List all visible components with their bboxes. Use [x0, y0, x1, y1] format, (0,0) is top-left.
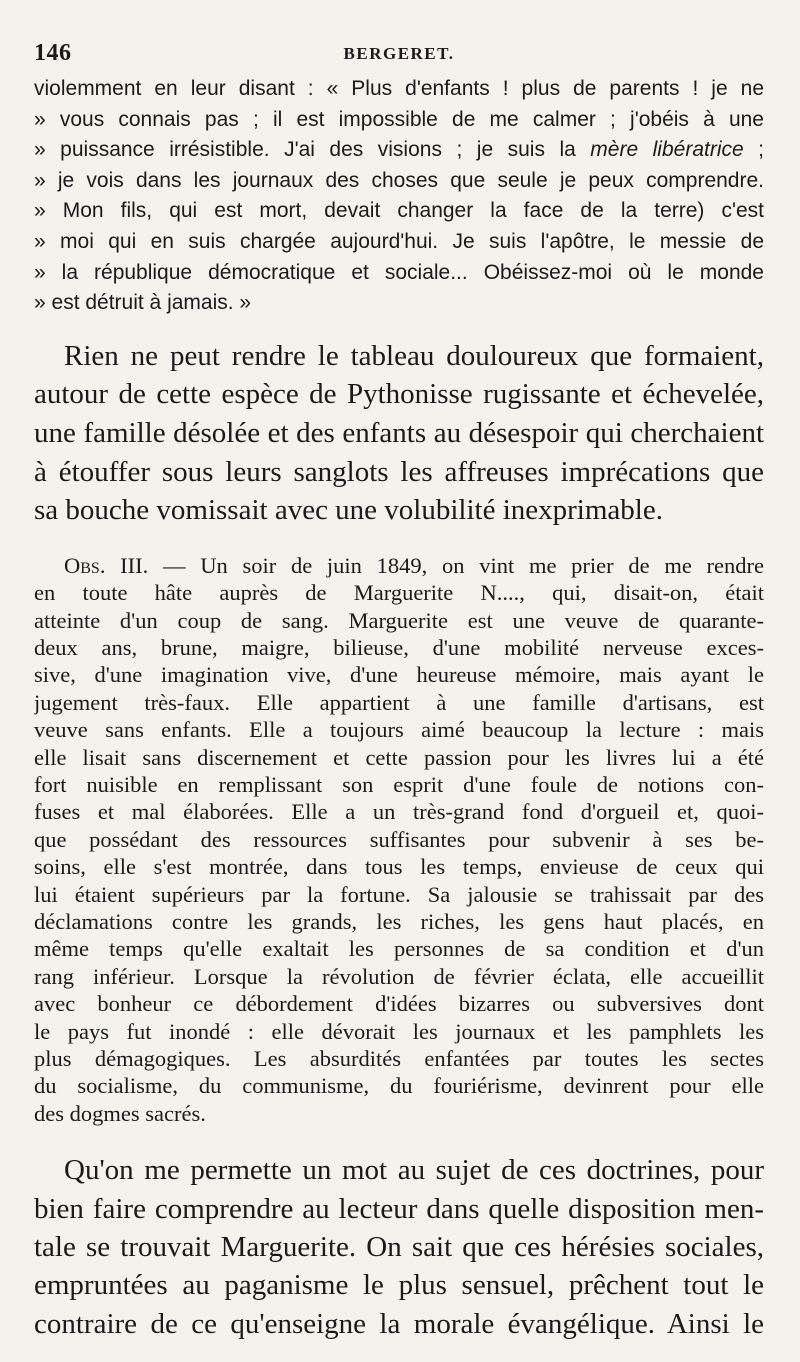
text-line: veuve sans enfants. Elle a toujours aimé beaucoup la lecture : mais: [34, 717, 764, 743]
text-line: fuses et mal élaborées. Elle a un très-grand fond d'orgueil et, quoi-: [34, 799, 764, 825]
text-line: en toute hâte auprès de Marguerite N...., qui, disait-on, était: [34, 580, 764, 606]
text-line: sa bouche vomissait avec une volubilité inexprimable.: [34, 494, 663, 527]
text-line-part: » puissance irrésistible. J'ai des visions ; je suis la: [34, 138, 591, 162]
italic-phrase: mère libératrice: [590, 138, 744, 162]
quoted-speech: [34, 74, 764, 319]
text-line: autour de cette espèce de Pythonisse rugissante et échevelée,: [34, 378, 764, 411]
observation-3: [34, 552, 764, 1128]
text-line: plus démagogiques. Les absurdités enfantées par toutes les sectes: [34, 1046, 764, 1072]
text-line: atteinte d'un coup de sang. Marguerite est une veuve de quarante-: [34, 607, 764, 633]
observation-label: Obs. III.: [64, 552, 149, 578]
page-number: 146: [34, 40, 72, 66]
text-line-part: ;: [743, 138, 764, 162]
text-line: contraire de ce qu'enseigne la morale évangélique. Ainsi le: [34, 1307, 764, 1340]
text-line: [34, 552, 764, 579]
text-line: deux ans, brune, maigre, bilieuse, d'une mobilité nerveuse exces-: [34, 634, 764, 660]
text-line: » moi qui en suis chargée aujourd'hui. Je suis l'apôtre, le messie de: [34, 229, 764, 253]
text-line: avec bonheur ce débordement d'idées bizarres ou subversives dont: [34, 991, 764, 1017]
text-line: rang inférieur. Lorsque la révolution de février éclata, elle accueillit: [34, 963, 764, 989]
text-line: [34, 135, 764, 166]
text-line: que possédant des ressources suffisantes pour subvenir à ses be-: [34, 826, 764, 852]
text-line: » je vois dans les journaux des choses que seule je peux comprendre.: [34, 168, 764, 192]
text-line: jugement très-faux. Elle appartient à une famille d'artisans, est: [34, 689, 764, 715]
text-line: violemment en leur disant : « Plus d'enfants ! plus de parents ! je ne: [34, 77, 764, 100]
text-line: lui étaient supérieurs par la fortune. Sa jalousie se trahissait par des: [34, 881, 764, 907]
running-head: [34, 40, 764, 74]
text-line: sive, d'une imagination vive, d'une heureuse mémoire, mais ayant le: [34, 662, 764, 688]
text-line: Qu'on me permette un mot au sujet de ces doctrines, pour: [64, 1154, 764, 1187]
text-line: » vous connais pas ; il est impossible de me calmer ; j'obéis à une: [34, 107, 764, 131]
running-title: BERGERET.: [343, 44, 455, 63]
text-line-part: — Un soir de juin 1849, on vint me prier de me rendre: [163, 552, 764, 578]
text-line: » Mon fils, qui est mort, devait changer la face de la terre) c'est: [34, 199, 764, 223]
text-line: soins, elle s'est montrée, dans tous les temps, envieuse de ceux qui: [34, 854, 764, 880]
text-line: » la république démocratique et sociale... Obéissez-moi où le monde: [34, 260, 764, 284]
text-line: elle lisait sans discernement et cette passion pour les livres lui a été: [34, 744, 764, 770]
text-line: » est détruit à jamais. »: [34, 291, 252, 315]
text-line: empruntées au paganisme le plus sensuel, prêchent tout le: [34, 1269, 764, 1302]
text-line: une famille désolée et des enfants au désespoir qui cherchaient: [34, 416, 764, 449]
paragraph-2: [34, 1151, 764, 1343]
text-line: même temps qu'elle exaltait les personnes de sa condition et d'un: [34, 936, 764, 962]
text-line: à étouffer sous leurs sanglots les affreuses imprécations que: [34, 455, 764, 488]
text-line: le pays fut inondé : elle dévorait les journaux et les pamphlets les: [34, 1018, 764, 1044]
text-line: déclamations contre les grands, les riches, les gens haut placés, en: [34, 909, 764, 934]
text-line: Rien ne peut rendre le tableau douloureux que formaient,: [64, 339, 764, 372]
text-line: fort nuisible en remplissant son esprit d'une foule de notions con-: [34, 771, 764, 797]
text-line: du socialisme, du communisme, du fouriérisme, devinrent pour elle: [34, 1073, 764, 1099]
text-line: tale se trouvait Marguerite. On sait que ces hérésies sociales,: [34, 1231, 764, 1264]
paragraph-1: [34, 337, 764, 530]
text-line: des dogmes sacrés.: [34, 1100, 206, 1126]
text-line: bien faire comprendre au lecteur dans quelle disposition men-: [34, 1192, 764, 1225]
